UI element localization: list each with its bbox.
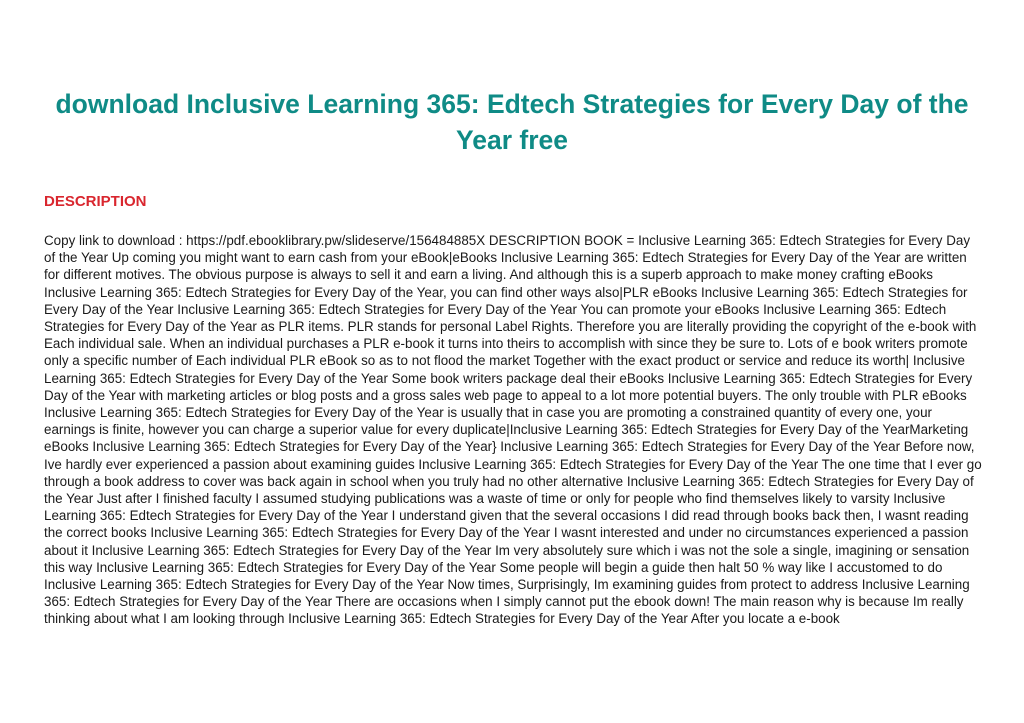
document-title: download Inclusive Learning 365: Edtech Strategies for Every Day of the Year free (55, 89, 969, 155)
description-heading: DESCRIPTION (44, 193, 147, 210)
description-body: Copy link to download : https://pdf.ebooklibrary.pw/slideserve/156484885X DESCRIPTION BOOK = Inclusive Learning 365: Edtech Strategies for Every Day of the Year Up coming you might want to earn cash from your eBook|eBooks Inclusive Learning 365: Edtech Strategies for Every Day of the Year are written for different motives. The obvious purpose is always to sell it and earn a living. And although this is a superb approach to make money crafting eBooks Inclusive Learning 365: Edtech Strategies for Every Day of the Year, you can find other ways also|PLR eBooks Inclusive Learning 365: Edtech Strategies for Every Day of the Year Inclusive Learning 365: Edtech Strategies for Every Day of the Year You can promote your eBooks Inclusive Learning 365: Edtech Strategies for Every Day of the Year as PLR items. PLR stands for personal Label Rights. Therefore you are literally providing the copyright of the e-book with Each individual sale. When an individual purchases a PLR e-book it turns into theirs to accomplish with since they be sure to. Lots of e book writers promote only a specific number of Each individual PLR eBook so as to not flood the market Together with the exact product or service and reduce its worth| Inclusive Learning 365: Edtech Strategies for Every Day of the Year Some book writers package deal their eBooks Inclusive Learning 365: Edtech Strategies for Every Day of the Year with marketing articles or blog posts and a gross sales web page to appeal to a lot more potential buyers. The only trouble with PLR eBooks Inclusive Learning 365: Edtech Strategies for Every Day of the Year is usually that in case you are promoting a constrained quantity of every one, your earnings is finite, however you can charge a superior value for every duplicate|Inclusive Learning 365: Edtech Strategies for Every Day of the YearMarketing eBooks Inclusive Learning 365: Edtech Strategies for Every Day of the Year} Inclusive Learning 365: Edtech Strategies for Every Day of the Year Before now, Ive hardly ever experienced a passion about examining guides Inclusive Learning 365: Edtech Strategies for Every Day of the Year The one time that I ever go through a book address to cover was back again in school when you truly had no other alternative Inclusive Learning 365: Edtech Strategies for Every Day of the Year Just after I finished faculty I assumed studying publications was a waste of time or only for people who find themselves likely to varsity Inclusive Learning 365: Edtech Strategies for Every Day of the Year I understand given that the several occasions I did read through books back then, I wasnt reading the correct books Inclusive Learning 365: Edtech Strategies for Every Day of the Year I wasnt interested and under no circumstances experienced a passion about it Inclusive Learning 365: Edtech Strategies for Every Day of the Year Im very absolutely sure which i was not the sole a single, imagining or sensation this way Inclusive Learning 365: Edtech Strategies for Every Day of the Year Some people will begin a guide then halt 50 % way like I accustomed to do Inclusive Learning 365: Edtech Strategies for Every Day of the Year Now times, Surprisingly, Im examining guides from protect to address Inclusive Learning 365: Edtech Strategies for Every Day of the Year There are occasions when I simply cannot put the ebook down! The main reason why is because Im really thinking about what I am looking through Inclusive Learning 365: Edtech Strategies for Every Day of the Year After you locate a e-book (44, 233, 982, 627)
